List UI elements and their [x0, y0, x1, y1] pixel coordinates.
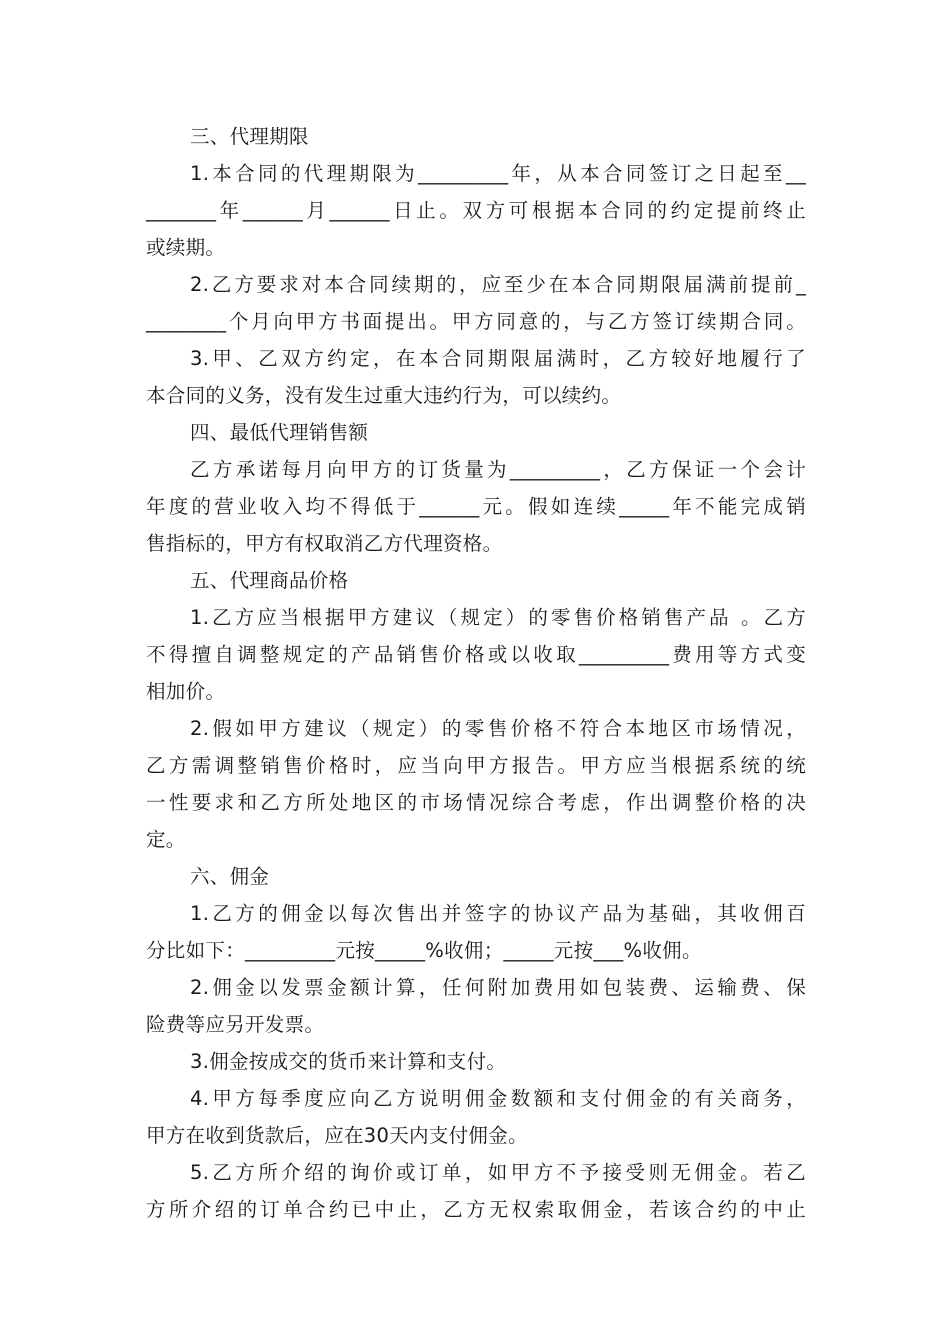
section-heading-product-price: 五、代理商品价格 — [190, 569, 349, 592]
paragraph-line: 不得擅自调整规定的产品销售价格或以收取_________费用等方式变 — [146, 643, 806, 666]
paragraph-line: 定。 — [146, 828, 186, 851]
paragraph-line: 2.佣金以发票金额计算，任何附加费用如包装费、运输费、保 — [190, 976, 806, 999]
paragraph-line: 3.甲、乙双方约定，在本合同期限届满时，乙方较好地履行了 — [190, 347, 806, 370]
paragraph-line: 一性要求和乙方所处地区的市场情况综合考虑，作出调整价格的决 — [146, 791, 806, 814]
section-heading-minimum-sales: 四、最低代理销售额 — [190, 421, 369, 444]
paragraph-line: 1.本合同的代理期限为_________年，从本合同签订之日起至__ — [190, 162, 806, 185]
paragraph-line: 售指标的，甲方有权取消乙方代理资格。 — [146, 532, 503, 555]
paragraph-line: 乙方承诺每月向甲方的订货量为_________，乙方保证一个会计 — [190, 458, 806, 481]
paragraph-line: 相加价。 — [146, 680, 226, 703]
paragraph-line: 1.乙方应当根据甲方建议（规定）的零售价格销售产品 。乙方 — [190, 606, 806, 629]
paragraph-line: 4.甲方每季度应向乙方说明佣金数额和支付佣金的有关商务， — [190, 1087, 806, 1110]
paragraph-line: 方所介绍的订单合约已中止，乙方无权索取佣金，若该合约的中止 — [146, 1198, 806, 1221]
paragraph-line: 2.乙方要求对本合同续期的，应至少在本合同期限届满前提前_ — [190, 273, 806, 296]
section-heading-agency-term: 三、代理期限 — [190, 125, 309, 148]
paragraph-line: 甲方在收到货款后，应在30天内支付佣金。 — [146, 1124, 528, 1147]
paragraph-line: ________个月向甲方书面提出。甲方同意的，与乙方签订续期合同。 — [146, 310, 806, 333]
paragraph-line: 本合同的义务，没有发生过重大违约行为，可以续约。 — [146, 384, 622, 407]
paragraph-line: 险费等应另开发票。 — [146, 1013, 325, 1036]
paragraph-line: 1.乙方的佣金以每次售出并签字的协议产品为基础，其收佣百 — [190, 902, 806, 925]
paragraph-line: 2.假如甲方建议（规定）的零售价格不符合本地区市场情况， — [190, 717, 806, 740]
paragraph-line: 分比如下：_________元按_____%收佣；_____元按___%收佣。 — [146, 939, 702, 962]
paragraph-line: 或续期。 — [146, 236, 226, 259]
paragraph-line: 3.佣金按成交的货币来计算和支付。 — [190, 1050, 507, 1073]
paragraph-line: _______年______月______日止。双方可根据本合同的约定提前终止 — [146, 199, 806, 222]
paragraph-line: 乙方需调整销售价格时，应当向甲方报告。甲方应当根据系统的统 — [146, 754, 806, 777]
section-heading-commission: 六、佣金 — [190, 865, 270, 888]
paragraph-line: 5.乙方所介绍的询价或订单，如甲方不予接受则无佣金。若乙 — [190, 1161, 806, 1184]
paragraph-line: 年度的营业收入均不得低于______元。假如连续_____年不能完成销 — [146, 495, 806, 518]
